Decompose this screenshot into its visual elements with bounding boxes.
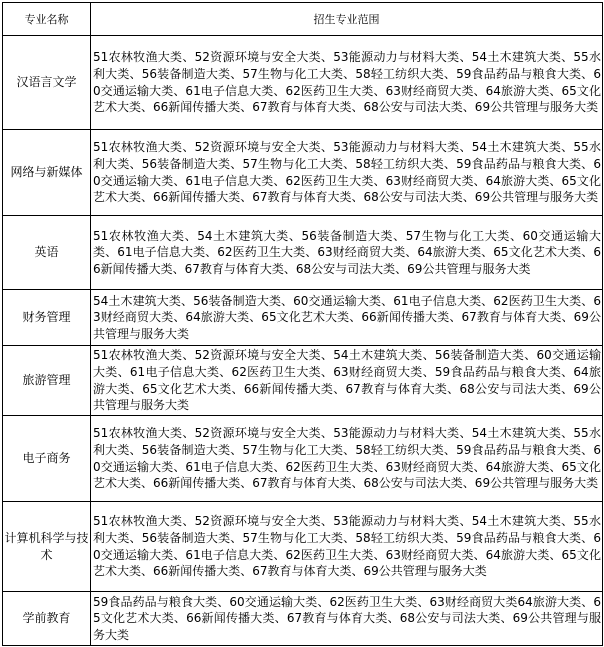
major-scope: 51农林牧渔大类、52资源环境与安全大类、53能源动力与材料大类、54土木建筑大类、55水利大类、56装备制造大类、57生物与化工大类、58轻工纺织大类、59食品药品与粮食大类、60交通运输大类、61电子信息大类、62医药卫生大类、63财经商贸大类、64旅游大类、65文化艺术大类、66新闻传播大类、67教育与体育大类、68公安与司法大类、69公共管理与服务大类: [91, 36, 603, 130]
major-name: 计算机科学与技术: [3, 502, 91, 592]
table-row: [3, 346, 603, 416]
major-scope: 51农林牧渔大类、54土木建筑大类、56装备制造大类、57生物与化工大类、60交通运输大类、61电子信息大类、62医药卫生大类、63财经商贸大类、64旅游大类、65文化艺术大类、66新闻传播大类、67教育与体育大类、68公安与司法大类、69公共管理与服务大类: [91, 216, 603, 290]
major-name: 旅游管理: [3, 346, 91, 416]
major-scope: 54土木建筑大类、56装备制造大类、60交通运输大类、61电子信息大类、62医药卫生大类、63财经商贸大类、64旅游大类、65文化艺术大类、66新闻传播大类、67教育与体育大类、69公共管理与服务大类: [91, 290, 603, 346]
major-name: 汉语言文学: [3, 36, 91, 130]
major-scope: 51农林牧渔大类、52资源环境与安全大类、53能源动力与材料大类、54土木建筑大类、55水利大类、56装备制造大类、57生物与化工大类、58轻工纺织大类、59食品药品与粮食大类、60交通运输大类、61电子信息大类、62医药卫生大类、63财经商贸大类、64旅游大类、65文化艺术大类、66新闻传播大类、67教育与体育大类、68公安与司法大类、69公共管理与服务大类: [91, 130, 603, 216]
major-name: 电子商务: [3, 416, 91, 502]
table-row: [3, 416, 603, 502]
table-row: [3, 502, 603, 592]
table-row: [3, 290, 603, 346]
major-scope: 51农林牧渔大类、52资源环境与安全大类、53能源动力与材料大类、54土木建筑大类、55水利大类、56装备制造大类、57生物与化工大类、58轻工纺织大类、59食品药品与粮食大类、60交通运输大类、61电子信息大类、62医药卫生大类、63财经商贸大类、64旅游大类、65文化艺术大类、66新闻传播大类、67教育与体育大类、68公安与司法大类、69公共管理与服务大类: [91, 416, 603, 502]
enrollment-scope-table: [2, 2, 603, 646]
major-scope: 59食品药品与粮食大类、60交通运输大类、62医药卫生大类、63财经商贸大类64旅游大类、65文化艺术大类、66新闻传播大类、67教育与体育大类、68公安与司法大类、69公共管理与服务大类: [91, 592, 603, 646]
major-name: 财务管理: [3, 290, 91, 346]
major-scope: 51农林牧渔大类、52资源环境与安全大类、53能源动力与材料大类、54土木建筑大类、55水利大类、56装备制造大类、57生物与化工大类、58轻工纺织大类、59食品药品与粮食大类、60交通运输大类、61电子信息大类、62医药卫生大类、63财经商贸大类、64旅游大类、65文化艺术大类、66新闻传播大类、67教育与体育大类、69公共管理与服务大类: [91, 502, 603, 592]
major-name: 学前教育: [3, 592, 91, 646]
header-major-name: 专业名称: [3, 3, 91, 36]
major-name: 英语: [3, 216, 91, 290]
header-enrollment-scope: 招生专业范围: [91, 3, 603, 36]
header-row: [3, 3, 603, 36]
major-name: 网络与新媒体: [3, 130, 91, 216]
table-row: [3, 130, 603, 216]
table-row: [3, 216, 603, 290]
table-row: [3, 592, 603, 646]
major-scope: 51农林牧渔大类、52资源环境与安全大类、54土木建筑大类、56装备制造大类、60交通运输大类、61电子信息大类、62医药卫生大类、63财经商贸大类、59食品药品与粮食大类、64旅游大类、65文化艺术大类、66新闻传播大类、67教育与体育大类、68公安与司法大类、69公共管理与服务大类: [91, 346, 603, 416]
table-row: [3, 36, 603, 130]
